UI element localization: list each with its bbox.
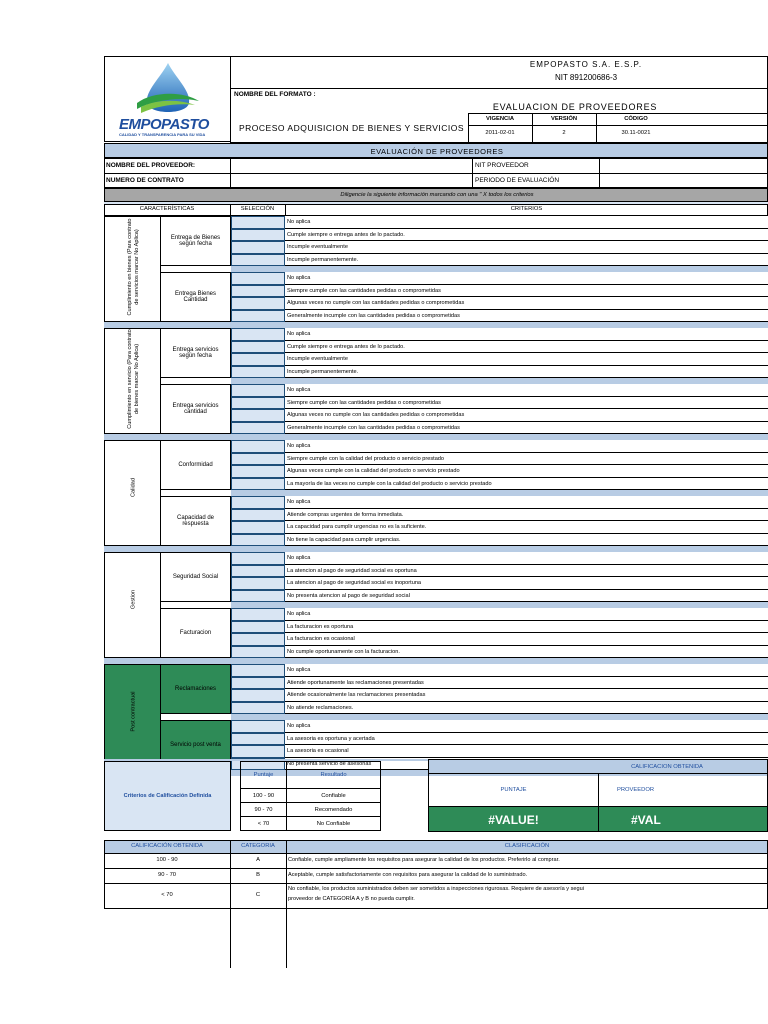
criterion-text: Atiende ocasionalmente las reclamaciones presentadas [287,692,426,698]
selection-cell[interactable] [231,409,285,422]
clasificacion-desc: Aceptable, cumple satisfactoriamente con requisitos para asegurar la calidad de lo suministrado. [288,872,528,878]
criterios-calificacion-table [240,788,381,833]
selection-cell[interactable] [231,702,285,715]
criterion-text: Incumple eventualmente [287,356,348,362]
process-name: PROCESO ADQUISICION DE BIENES Y SERVICIOS [239,123,465,133]
selection-cell[interactable] [231,465,285,478]
criterion-text: La asesoria es ocasional [287,748,349,754]
selection-cell[interactable] [231,453,285,466]
criterion-text: La mayoría de las veces no cumple con la calidad del producto o servicio prestado [287,480,492,487]
resultado-cell [286,816,381,831]
proveedor-label: NOMBRE DEL PROVEEDOR: [106,162,196,169]
criterion-row [285,453,768,466]
group-label: Post contractual [130,691,136,732]
criterion-row [285,621,768,634]
proveedor-header: PROVEEDOR [617,787,655,793]
criterion-row [285,254,768,267]
clasificacion-col2: CATEGORIA [241,843,275,849]
selection-cell[interactable] [231,565,285,578]
selection-cell[interactable] [231,216,285,229]
criterion-row [285,521,768,534]
characteristic-name: Facturacion [179,630,212,636]
criterion-text: Cumple siempre o entrega antes de lo pactado. [287,343,405,350]
characteristic-name: Entrega de Bienes según fecha [170,235,221,247]
criterion-text: La atencion al pago de seguridad social es oportuna [287,567,417,574]
selection-cell[interactable] [231,353,285,366]
puntaje-range: 100 - 90 [252,793,275,799]
criterion-text: Siempre cumple con las cantidades pedidas o comprometidas [287,399,441,406]
selection-cell[interactable] [231,646,285,659]
characteristic-name: Reclamaciones [174,686,217,692]
logo-tagline: CALIDAD Y TRANSPARENCIA PARA SU VIDA [119,132,206,137]
criterion-text: Incumple permanentemente. [287,368,359,375]
criterion-row [285,397,768,410]
clasificacion-desc: Confiable, cumple ampliamente los requisitos para asegurar la calidad de los productos. Preferirlo al comprar. [288,857,560,863]
calificacion-obtenida-title-bar [428,759,768,774]
criterion-row [285,733,768,746]
criterion-text: No aplica [287,275,311,281]
group-label: Cumplimiento en servicio (Para contrato de bienes marcar No Aplica) [126,329,140,429]
criterion-row [285,310,768,323]
resultado-cell [286,802,381,817]
criterion-text: No aplica [287,555,311,561]
resultado-value: No Confiable [316,821,351,827]
group-label-cell [104,328,161,434]
criterion-row [285,565,768,578]
selection-cell[interactable] [231,577,285,590]
puntaje-range-cell [240,788,287,803]
clasificacion-desc: No confiable, los productos suministrados deben ser sometidos a inspecciones rigurosas. Requiere de asesoría y segui [288,886,585,892]
version-value: 2 [562,130,566,136]
criterion-text: Generalmente incumple con las cantidades pedidas o comprometidas [287,424,460,431]
selection-cell[interactable] [231,397,285,410]
characteristic-name: Entrega Bienes Cantidad [174,291,217,303]
company-nit: NIT 891200686-3 [554,73,618,82]
selection-cell[interactable] [231,664,285,677]
criterion-row [285,384,768,397]
section-title: EVALUACIÓN DE PROVEEDORES [370,147,504,156]
selection-cell[interactable] [231,534,285,547]
criterion-row [285,702,768,715]
proveedor-cell [598,773,768,807]
criterion-row [285,409,768,422]
criterios-calificacion-label: Criterios de Calificación Definida [123,793,212,799]
criterion-row [285,465,768,478]
criterion-row [285,720,768,733]
characteristic-name: Capacidad de respuesta [176,515,215,527]
criterion-row [285,608,768,621]
clasificacion-cat: A [256,857,260,863]
contrato-label: NUMERO DE CONTRATO [106,177,184,184]
selection-cell[interactable] [231,590,285,603]
criterion-row [285,496,768,509]
characteristic-cell [160,608,231,658]
selection-cell[interactable] [231,440,285,453]
selection-cell[interactable] [231,229,285,242]
selection-cell[interactable] [231,621,285,634]
format-name-label: NOMBRE DEL FORMATO : [234,91,316,98]
clasificacion-rango: 100 - 90 [156,857,178,863]
selection-cell[interactable] [231,341,285,354]
group-label-cell [104,216,161,322]
selection-cell[interactable] [231,478,285,491]
criterion-text: Atiende compras urgentes de forma inmediata. [287,511,404,518]
criterion-row [285,353,768,366]
company-name: EMPOPASTO S.A. E.S.P. [529,60,643,69]
characteristic-cell [160,272,231,322]
contrato-input[interactable] [231,174,471,187]
criterion-row [285,297,768,310]
section-title-bar [104,143,768,158]
characteristic-cell [160,664,231,714]
criterion-text: No tiene la capacidad para cumplir urgencias. [287,536,401,543]
criterion-text: No aplica [287,667,311,673]
clasificacion-col1: CALIFICACIÓN OBTENIDA [131,843,203,849]
characteristic-name: Entrega servicios cantidad [172,403,219,415]
group-label-cell [104,552,161,658]
format-title: EVALUACION DE PROVEEDORES [492,102,658,112]
criterion-row [285,590,768,603]
criterion-text: La capacidad para cumplir urgencias no es la suficiente. [287,524,427,530]
selection-cell[interactable] [231,241,285,254]
selection-cell[interactable] [231,521,285,534]
water-drop-logo-icon [133,61,203,119]
clasificacion-cat: B [256,872,260,878]
criterion-text: No aplica [287,219,311,225]
criterion-text: Incumple permanentemente. [287,256,359,263]
puntaje-range-cell [240,816,287,831]
evaluation-sheet [104,56,768,912]
puntaje-cell [428,773,599,807]
criterion-row [285,534,768,547]
clasificacion-col3: CLASIFICACIÓN [504,843,550,849]
characteristic-name: Entrega servicios según fecha [172,347,219,359]
criterion-row [285,646,768,659]
criterion-row [285,633,768,646]
criterion-text: No cumple oportunamente con la facturacion. [287,648,400,655]
characteristic-cell [160,496,231,546]
selection-cell[interactable] [231,254,285,267]
resultado-header-cell [286,761,381,789]
selection-cell[interactable] [231,689,285,702]
characteristic-name: Conformidad [178,462,213,468]
selection-cell[interactable] [231,272,285,285]
col-criterios: CRITERIOS [510,206,543,212]
logo-text: EMPOPASTO [119,116,209,133]
criterion-text: No aplica [287,443,311,449]
criterion-row [285,478,768,491]
nit-input[interactable] [600,159,767,172]
criterion-row [285,272,768,285]
criterion-row [285,552,768,565]
calificacion-obtenida-title: CALIFICACION OBTENIDA [631,764,703,770]
resultado-value: Recomendado [314,807,353,813]
selection-cell[interactable] [231,366,285,379]
criterion-text: No presenta servicio de asesorias [287,760,372,767]
col-seleccion: SELECCIÓN [240,206,275,212]
group-label: Calidad [130,478,136,497]
criterion-row [285,241,768,254]
selection-cell[interactable] [231,733,285,746]
selection-cell[interactable] [231,328,285,341]
characteristic-cell [160,384,231,434]
selection-cell[interactable] [231,509,285,522]
clasificacion-cat: C [255,892,261,898]
selection-cell[interactable] [231,422,285,435]
vigencia-label: VIGENCIA [485,116,515,122]
selection-cell[interactable] [231,297,285,310]
criterion-text: Cumple siempre o entrega antes de lo pactado. [287,231,405,238]
puntaje-header: Puntaje [253,772,274,778]
resultado-value: Confiable [321,793,346,799]
periodo-label: PERIODO DE EVALUACIÓN [475,177,560,184]
criterion-text: Incumple eventualmente [287,244,348,250]
criterion-text: La asesoria es oportuna y acertada [287,735,375,742]
selection-cell[interactable] [231,552,285,565]
criterion-text: No aplica [287,387,311,393]
criterion-text: No atiende reclamaciones. [287,704,354,711]
criterion-row [285,664,768,677]
puntaje-obtenido-header: PUNTAJE [500,787,527,793]
selection-cell[interactable] [231,310,285,323]
criterion-row [285,285,768,298]
criterion-text: No presenta atencion al pago de seguridad social [287,592,410,599]
criterion-text: No aplica [287,723,311,729]
criterion-text: Algunas veces cumple con la calidad del producto o servicio prestado [287,468,460,474]
puntaje-range: 90 - 70 [254,807,273,813]
selection-cell[interactable] [231,608,285,621]
criterion-text: La facturacion es ocasional [287,636,355,642]
resultado-header: Resultado [320,772,347,778]
clasificacion-rango: 90 - 70 [157,872,177,878]
codigo-label: CÓDIGO [624,116,648,122]
clasificacion-rango: < 70 [161,892,173,898]
puntaje-range-cell [240,802,287,817]
selection-cell[interactable] [231,677,285,690]
codigo-value: 30.11-0021 [621,130,651,136]
criterios-calificacion-label-cell [104,761,231,831]
group-label-cell [104,664,161,770]
criterion-text: La facturacion es oportuna [287,623,354,630]
criterion-text: Algunas veces no cumple con las cantidades pedidas o comprometidas [287,300,465,306]
periodo-input[interactable] [600,174,767,187]
resultado-cell [286,788,381,803]
criterion-row [285,422,768,435]
selection-cell[interactable] [231,285,285,298]
proveedor-value-cell [598,806,768,832]
criterion-text: Siempre cumple con la calidad del producto o servicio prestado [287,455,445,462]
criterion-text: Algunas veces no cumple con las cantidades pedidas o comprometidas [287,412,465,418]
characteristic-name: Seguridad Social [172,574,219,580]
criterion-row [285,216,768,229]
selection-cell[interactable] [231,720,285,733]
selection-cell[interactable] [231,384,285,397]
criterion-row [285,689,768,702]
criterion-text: Generalmente incumple con las cantidades pedidas o comprometidas [287,312,460,319]
company-header [230,56,768,89]
instruction-bar [104,188,768,202]
criterion-row [285,509,768,522]
selection-cell[interactable] [231,745,285,758]
puntaje-value-cell [428,806,599,832]
criterion-text: Atiende oportunamente las reclamaciones presentadas [287,679,424,686]
logo-cell [104,56,231,142]
criterion-text: Siempre cumple con las cantidades pedidas o comprometidas [287,287,441,294]
nit-label: NIT PROVEEDOR [475,162,529,169]
group-label: Gestion [130,589,136,610]
criterion-text: No aplica [287,499,311,505]
criterion-row [285,440,768,453]
selection-cell[interactable] [231,496,285,509]
criterion-row [285,328,768,341]
proveedor-value: #VAL [631,813,661,827]
criterion-row [285,677,768,690]
group-label: Cumplimiento en bienes (Para contrato de servicios marcar No Aplica) [126,218,140,316]
characteristic-cell [160,216,231,266]
clasificacion-desc-cont: proveedor de CATEGORÍA A y B no pueda cumplir. [288,896,415,902]
puntaje-range: < 70 [257,821,270,827]
group-label-cell [104,440,161,546]
criterion-row [285,341,768,354]
characteristic-name: Servicio post venta [170,742,221,748]
characteristic-cell [160,328,231,378]
instruction-text: Diligencie la siguiente información marcando con una " X todos los criterios [340,192,534,198]
criterion-row [285,366,768,379]
criterion-text: No aplica [287,331,311,337]
criterion-text: No aplica [287,611,311,617]
puntaje-value: #VALUE! [488,813,539,827]
selection-cell[interactable] [231,633,285,646]
criterion-row [285,745,768,758]
criterion-row [285,577,768,590]
version-label: VERSIÓN [550,116,578,122]
criterion-row [285,229,768,242]
puntaje-header-cell [240,761,287,789]
criterion-text: La atencion al pago de seguridad social es inoportuna [287,580,422,586]
characteristic-cell [160,440,231,490]
col-caracteristicas: CARACTERÍSTICAS [139,206,195,212]
proveedor-input[interactable] [231,159,471,172]
characteristic-cell [160,552,231,602]
vigencia-value: 2011-02-01 [485,130,515,136]
